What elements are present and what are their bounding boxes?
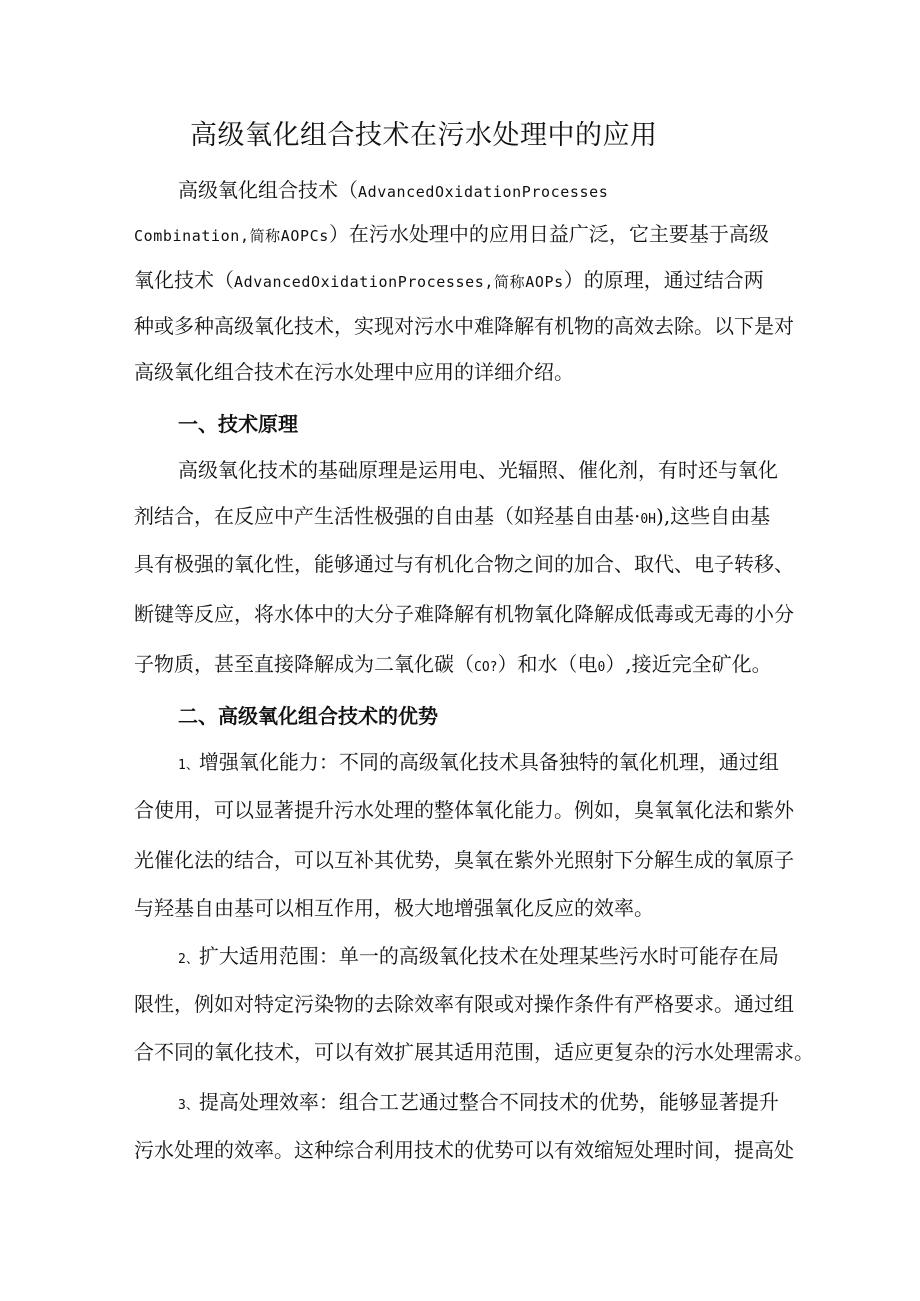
document-title: 高级氧化组合技术在污水处理中的应用 — [190, 120, 658, 151]
advantage-1-line-3: 光催化法的结合，可以互补其优势，臭氧在紫外光照射下分解生成的氧原子 — [134, 848, 794, 872]
principle-line-3: 具有极强的氧化性，能够通过与有机化合物之间的加合、取代、电子转移、 — [134, 552, 794, 576]
advantage-3-line-2: 污水处理的效率。这种综合利用技术的优势可以有效缩短处理时间，提高处 — [134, 1138, 794, 1162]
intro-english-term: Combination,简称AOPCs — [134, 227, 329, 245]
intro-line-4: 种或多种高级氧化技术，实现对污水中难降解有机物的高效去除。以下是对 — [134, 314, 794, 338]
principle-formula: 0 — [597, 660, 606, 675]
intro-text: 高级氧化组合技术（ — [178, 178, 358, 202]
principle-formula: 0H — [640, 512, 657, 527]
intro-text: 氧化技术（ — [134, 268, 234, 292]
advantage-text: 扩大适用范围：单一的高级氧化技术在处理某些污水时可能存在局 — [198, 944, 779, 968]
principle-line-5 — [134, 650, 772, 682]
advantage-3-line-1 — [178, 1088, 779, 1120]
intro-line-2 — [134, 220, 769, 250]
advantage-2-line-2: 限性，例如对特定污染物的去除效率有限或对操作条件有严格要求。通过组 — [134, 992, 794, 1016]
advantage-2-line-3: 合不同的氧化技术，可以有效扩展其适用范围，适应更复杂的污水处理需求。 — [134, 1040, 814, 1064]
list-number: 3、 — [178, 1098, 199, 1113]
advantage-2-line-1 — [178, 942, 779, 974]
section-heading-principle: 一、技术原理 — [178, 412, 298, 436]
principle-line-2 — [134, 502, 770, 534]
list-number: 2、 — [178, 952, 199, 967]
section-heading-advantages: 二、高级氧化组合技术的优势 — [178, 704, 438, 728]
intro-line-3 — [134, 266, 764, 296]
principle-text: ）和水（电 — [497, 652, 598, 676]
intro-english-term: AdvancedOxidationProcesses,简称AOPs — [234, 273, 564, 291]
intro-text: ）的原理，通过结合两 — [563, 268, 764, 292]
advantage-text: 增强氧化能力：不同的高级氧化技术具备独特的氧化机理，通过组 — [198, 750, 779, 774]
principle-line-4: 断键等反应，将水体中的大分子难降解有机物氧化降解成低毒或无毒的小分 — [134, 602, 794, 626]
principle-text: 剂结合，在反应中产生活性极强的自由基（如羟基自由基· — [134, 504, 641, 528]
principle-text: ）,接近完全矿化。 — [605, 652, 772, 676]
intro-line-1 — [178, 176, 608, 206]
intro-english-term: AdvancedOxidationProcesses — [358, 183, 609, 201]
advantage-1-line-1 — [178, 748, 779, 780]
advantage-1-line-2: 合使用，可以显著提升污水处理的整体氧化能力。例如，臭氧氧化法和紫外 — [134, 798, 794, 822]
principle-line-1: 高级氧化技术的基础原理是运用电、光辐照、催化剂，有时还与氧化 — [178, 458, 778, 482]
principle-text: 子物质，甚至直接降解成为二氧化碳（ — [134, 652, 474, 676]
advantage-text: 提高处理效率：组合工艺通过整合不同技术的优势，能够显著提升 — [198, 1090, 779, 1114]
advantage-1-line-4: 与羟基自由基可以相互作用，极大地增强氧化反应的效率。 — [134, 896, 654, 920]
list-number: 1、 — [178, 758, 199, 773]
principle-formula: CO? — [474, 660, 498, 675]
intro-text: ）在污水处理中的应用日益广泛，它主要基于高级 — [328, 222, 769, 246]
intro-line-5: 高级氧化组合技术在污水处理中应用的详细介绍。 — [134, 360, 574, 384]
principle-text: ),这些自由基 — [656, 504, 771, 528]
